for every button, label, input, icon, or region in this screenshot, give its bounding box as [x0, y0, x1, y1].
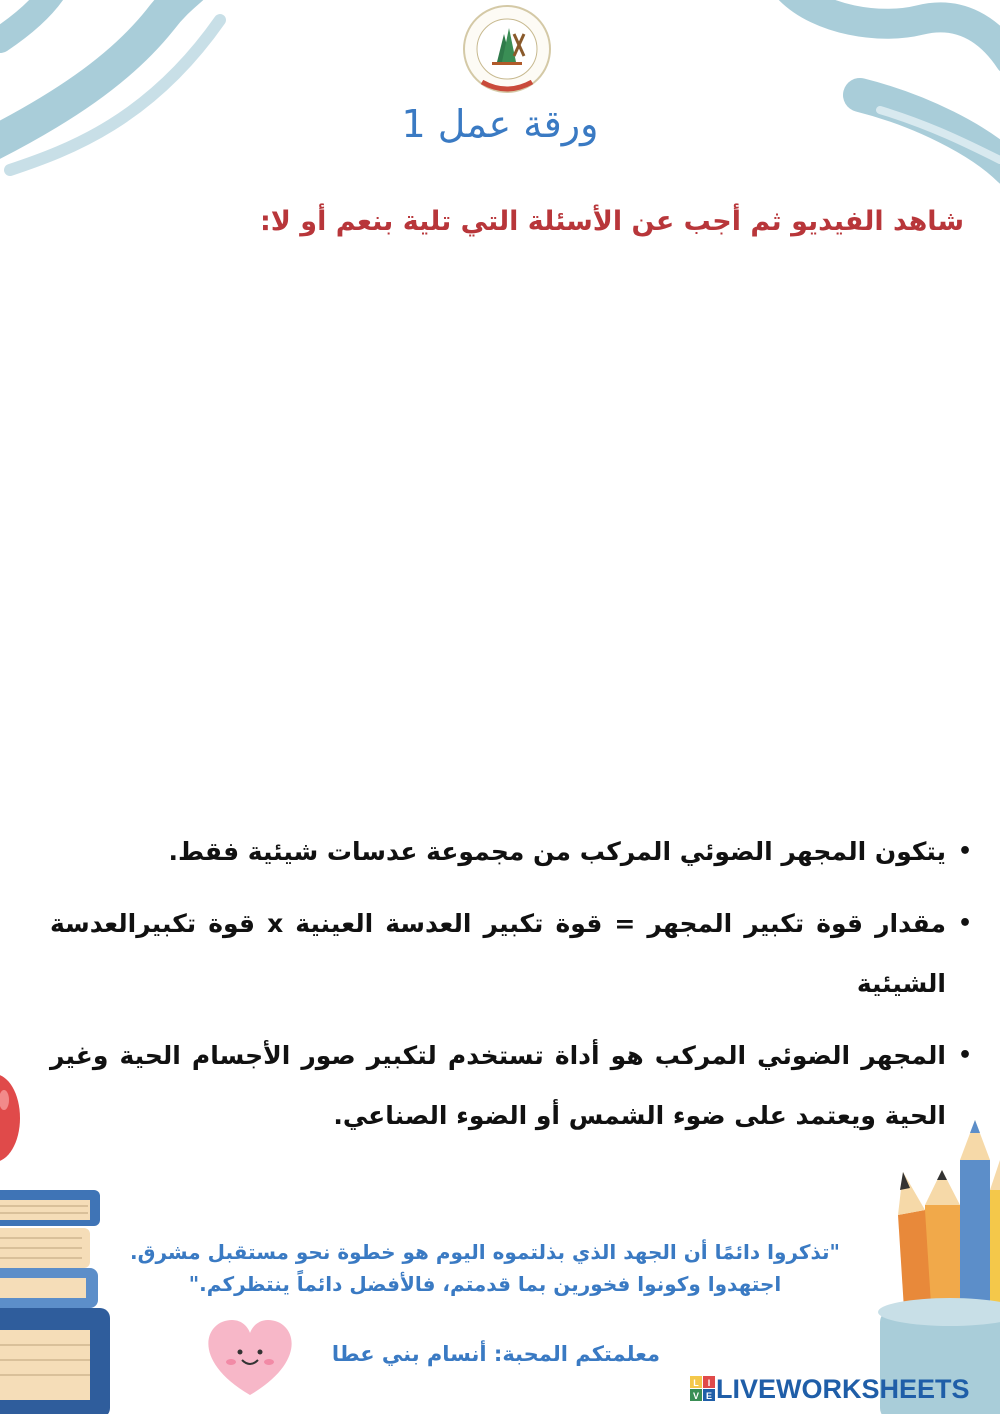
worksheet-title: ورقة عمل 1: [401, 102, 599, 146]
question-list: [50, 822, 972, 1146]
books-stack-decoration: [0, 1190, 110, 1414]
ribbon-top-right: [790, 0, 1000, 170]
pencil-cup-decoration: [878, 1120, 1000, 1414]
ribbon-top-left: [0, 0, 220, 170]
brand-name: LIVEWORKSHEETS: [716, 1373, 970, 1404]
balloon-decoration: [0, 1074, 20, 1162]
liveworksheets-logo-icon: [690, 1376, 716, 1402]
school-logo: [462, 4, 552, 94]
liveworksheets-brand[interactable]: [690, 1372, 970, 1406]
bullet-icon: •: [957, 911, 972, 936]
logo-letter-v: V: [692, 1391, 700, 1401]
video-placeholder-area: [36, 270, 964, 790]
heart-smiley-decoration: [208, 1320, 291, 1395]
quote-line-1: "تذكروا دائمًا أن الجهد الذي بذلتموه اليوم هو خطوة نحو مستقبل مشرق.: [130, 1240, 840, 1264]
motivational-quote: [90, 1236, 880, 1300]
question-item: [50, 894, 972, 1014]
quote-line-2: اجتهدوا وكونوا فخورين بما قدمتم، فالأفضل دائماً ينتظركم.": [188, 1272, 782, 1296]
question-text: مقدار قوة تكبير المجهر = قوة تكبير العدسة العينية x قوة تكبيرالعدسة الشيئية: [50, 909, 946, 998]
question-item: [50, 822, 972, 882]
question-text: المجهر الضوئي المركب هو أداة تستخدم لتكبير صور الأجسام الحية وغير الحية ويعتمد على ضوء الشمس أو الضوء الصناعي.: [50, 1041, 946, 1130]
bullet-icon: •: [957, 839, 972, 864]
question-item: [50, 1026, 972, 1146]
teacher-signature: معلمتكم المحبة: أنسام بني عطا: [331, 1342, 660, 1366]
bullet-icon: •: [957, 1043, 972, 1068]
logo-letter-e: E: [705, 1391, 713, 1401]
logo-letter-l: L: [693, 1378, 699, 1388]
question-text: يتكون المجهر الضوئي المركب من مجموعة عدسات شيئية فقط.: [168, 837, 946, 866]
logo-letter-i: I: [707, 1378, 711, 1388]
instruction-text: شاهد الفيديو ثم أجب عن الأسئلة التي تلية بنعم أو لا:: [260, 206, 964, 237]
